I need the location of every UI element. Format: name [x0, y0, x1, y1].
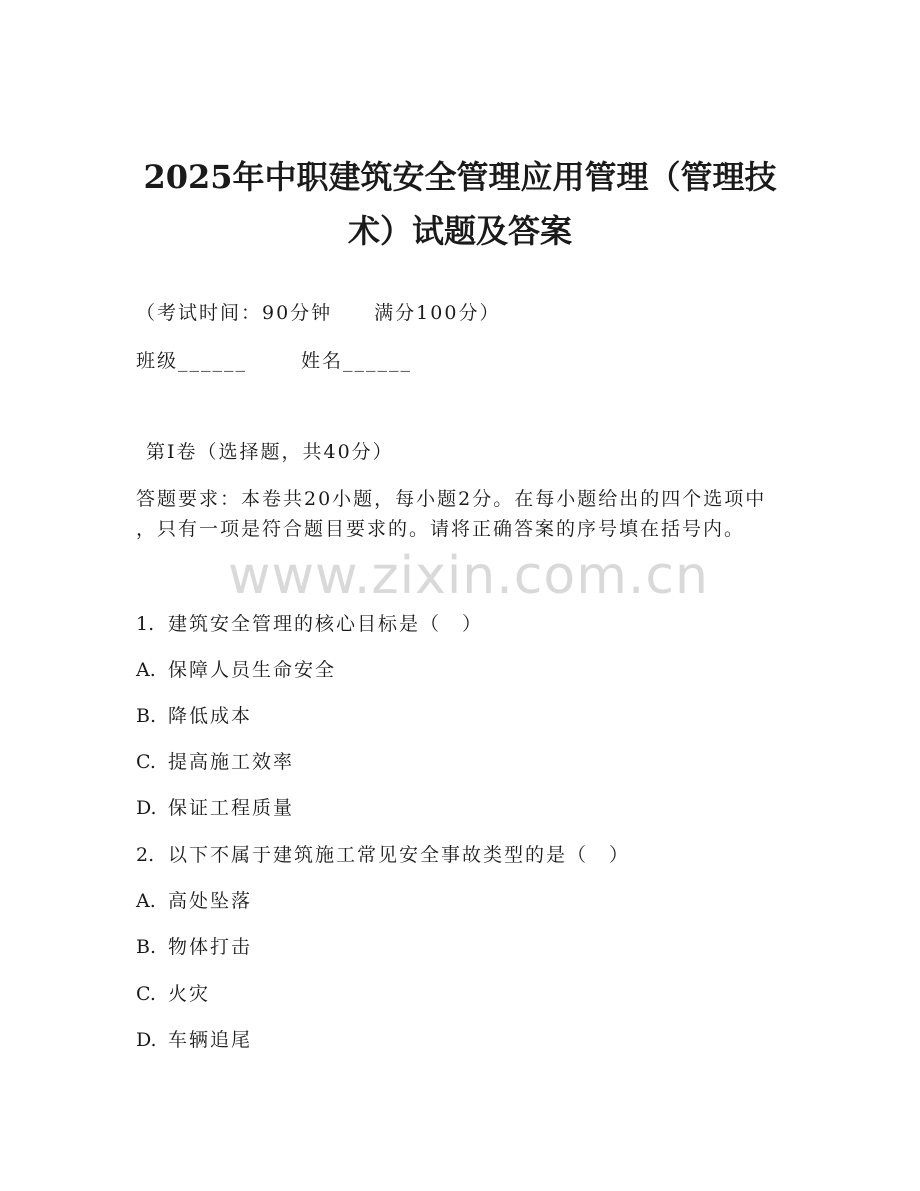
question-1	[136, 609, 483, 639]
option-label: B.	[136, 705, 157, 727]
option-label: D.	[136, 797, 157, 819]
section-heading: 第Ⅰ卷（选择题，共40分）	[146, 441, 394, 463]
option-text: 高处坠落	[168, 890, 253, 912]
option-label: A.	[136, 659, 156, 681]
option-text: 提高施工效率	[168, 751, 295, 773]
question-number: 1.	[136, 613, 155, 635]
question-text: 以下不属于建筑施工常见安全事故类型的是（ ）	[168, 844, 631, 866]
option-label: A.	[136, 890, 156, 912]
option-text: 物体打击	[168, 936, 253, 958]
watermark: www.zixin.com.cn	[228, 546, 709, 606]
document-title	[120, 150, 800, 258]
option-label: C.	[136, 751, 156, 773]
title-line-2: 术）试题及答案	[347, 212, 572, 250]
option-text: 车辆追尾	[168, 1029, 253, 1051]
question-number: 2.	[136, 844, 155, 866]
option-2-d	[136, 1025, 252, 1055]
exam-info: （考试时间：90分钟 满分100分）	[136, 302, 501, 324]
option-2-c	[136, 979, 210, 1009]
option-1-a	[136, 655, 336, 685]
option-text: 保证工程质量	[168, 797, 295, 819]
class-field: 班级______	[136, 350, 248, 372]
question-text: 建筑安全管理的核心目标是（ ）	[168, 613, 484, 635]
requirement-line-2: ，只有一项是符合题目要求的。请将正确答案的序号填在括号内。	[136, 518, 746, 540]
option-2-b	[136, 932, 252, 962]
option-2-a	[136, 886, 252, 916]
option-label: B.	[136, 936, 157, 958]
requirement-line-1: 答题要求：本卷共20小题，每小题2分。在每小题给出的四个选项中	[136, 488, 767, 510]
option-text: 保障人员生命安全	[168, 659, 337, 681]
option-text: 火灾	[168, 983, 211, 1005]
title-line-1: 2025年中职建筑安全管理应用管理（管理技	[143, 158, 777, 196]
option-label: D.	[136, 1029, 157, 1051]
option-1-b	[136, 701, 252, 731]
question-2	[136, 840, 630, 870]
student-info-row	[136, 346, 412, 376]
option-text: 降低成本	[168, 705, 253, 727]
option-1-d	[136, 793, 294, 823]
option-label: C.	[136, 983, 156, 1005]
option-1-c	[136, 747, 294, 777]
name-field: 姓名______	[301, 350, 413, 372]
